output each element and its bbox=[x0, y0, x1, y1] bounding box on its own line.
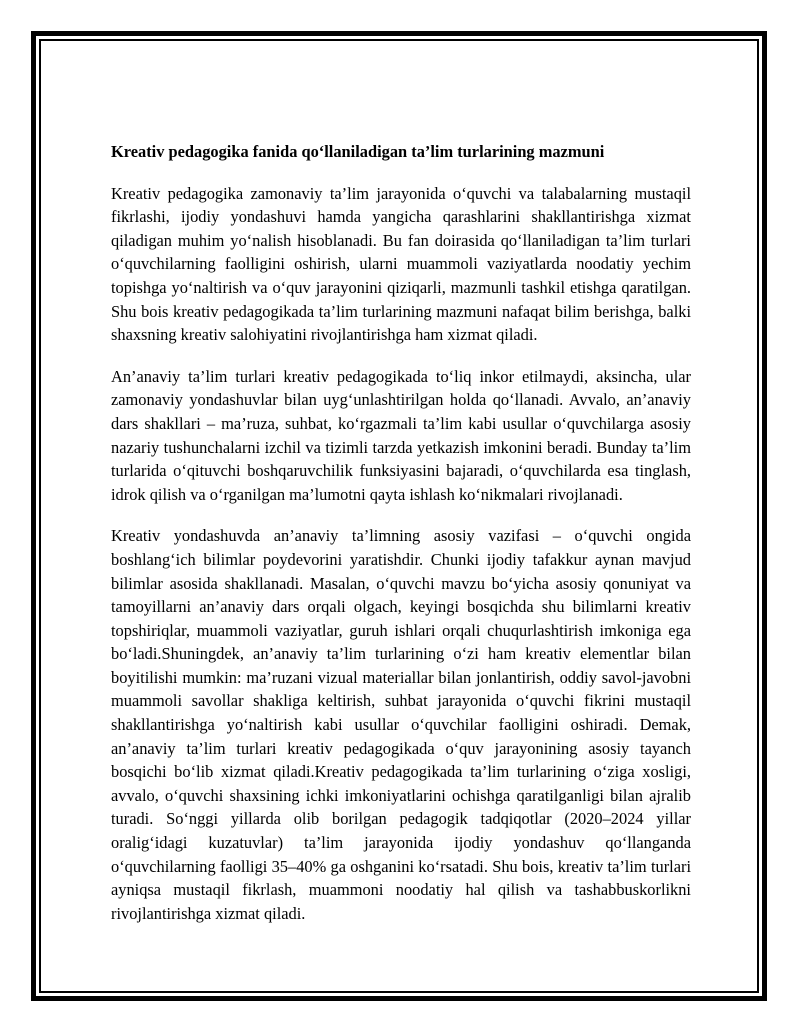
document-body bbox=[111, 140, 691, 943]
paragraph-2: An’anaviy ta’lim turlari kreativ pedagogikada to‘liq inkor etilmaydi, aksincha, ular zamonaviy yondashuvlar bilan uyg‘unlashtirilgan holda qo‘llanadi. Avvalo, an’anaviy dars shakllari – ma’ruza, suhbat, ko‘rgazmali ta’lim kabi usullar o‘quvchilarga asosiy nazariy tushunchalarni izchil va tizimli tarzda yetkazish imkonini beradi. Bunday ta’lim turlarida o‘qituvchi boshqaruvchilik funksiyasini bajaradi, o‘quvchilarda esa tinglash, idrok qilish va o‘rganilgan ma’lumotni qayta ishlash ko‘nikmalari rivojlanadi. bbox=[111, 366, 691, 504]
paragraph-1: Kreativ pedagogika zamonaviy ta’lim jarayonida o‘quvchi va talabalarning mustaqil fikrlashi, ijodiy yondashuvi hamda yangicha qarashlarini shakllantirishga xizmat qiladigan muhim yo‘nalish hisoblanadi. Bu fan doirasida qo‘llaniladigan ta’lim turlari o‘quvchilarning faolligini oshirish, ularni muammoli vaziyatlarda noodatiy yechim topishga yo‘naltirish va o‘quv jarayonini qiziqarli, mazmunli tashkil etishga qaratilgan. Shu bois kreativ pedagogikada ta’lim turlarining mazmuni nafaqat bilim berishga, balki shaxsning kreativ salohiyatini rivojlantirishga ham xizmat qiladi. bbox=[111, 183, 691, 345]
document-title: Kreativ pedagogika fanida qo‘llaniladigan ta’lim turlarining mazmuni bbox=[111, 142, 605, 161]
paragraph-3: Kreativ yondashuvda an’anaviy ta’limning asosiy vazifasi – o‘quvchi ongida boshlang‘ich bilimlar poydevorini yaratishdir. Chunki ijodiy tafakkur aynan mavjud bilimlar asosida shakllanadi. Masalan, o‘quvchi mavzu bo‘yicha asosiy qonuniyat va tamoyillarni an’anaviy dars orqali olgach, keyingi bosqichda shu bilimlarni kreativ topshiriqlar, muammoli vaziyatlar, guruh ishlari orqali chuqurlashtirish imkoniga ega bo‘ladi.Shuningdek, an’anaviy ta’lim turlarining o‘zi ham kreativ elementlar bilan boyitilishi mumkin: ma’ruzani vizual materiallar bilan jonlantirish, oddiy savol-javobni muammoli savollar shakliga keltirish, suhbat jarayonida o‘quvchi fikrini mustaqil shakllantirishga yo‘naltirish kabi usullar o‘quvchilar faolligini oshiradi. Demak, an’anaviy ta’lim turlari kreativ pedagogikada o‘quv jarayonining asosiy tayanch bosqichi bo‘lib xizmat qiladi.Kreativ pedagogikada ta’lim turlarining o‘ziga xosligi, avvalo, o‘quvchi shaxsining ichki imkoniyatlarini ochishga qaratilganligi bilan ajralib turadi. So‘nggi yillarda olib borilgan pedagogik tadqiqotlar (2020–2024 yillar oralig‘idagi kuzatuvlar) ta’lim jarayonida ijodiy yondashuv qo‘llanganda o‘quvchilarning faolligi 35–40% ga oshganini ko‘rsatadi. Shu bois, kreativ ta’lim turlari ayniqsa mustaqil fikrlash, muammoni noodatiy hal qilish va tashabbuskorlikni rivojlantirishga xizmat qiladi. bbox=[111, 526, 691, 923]
